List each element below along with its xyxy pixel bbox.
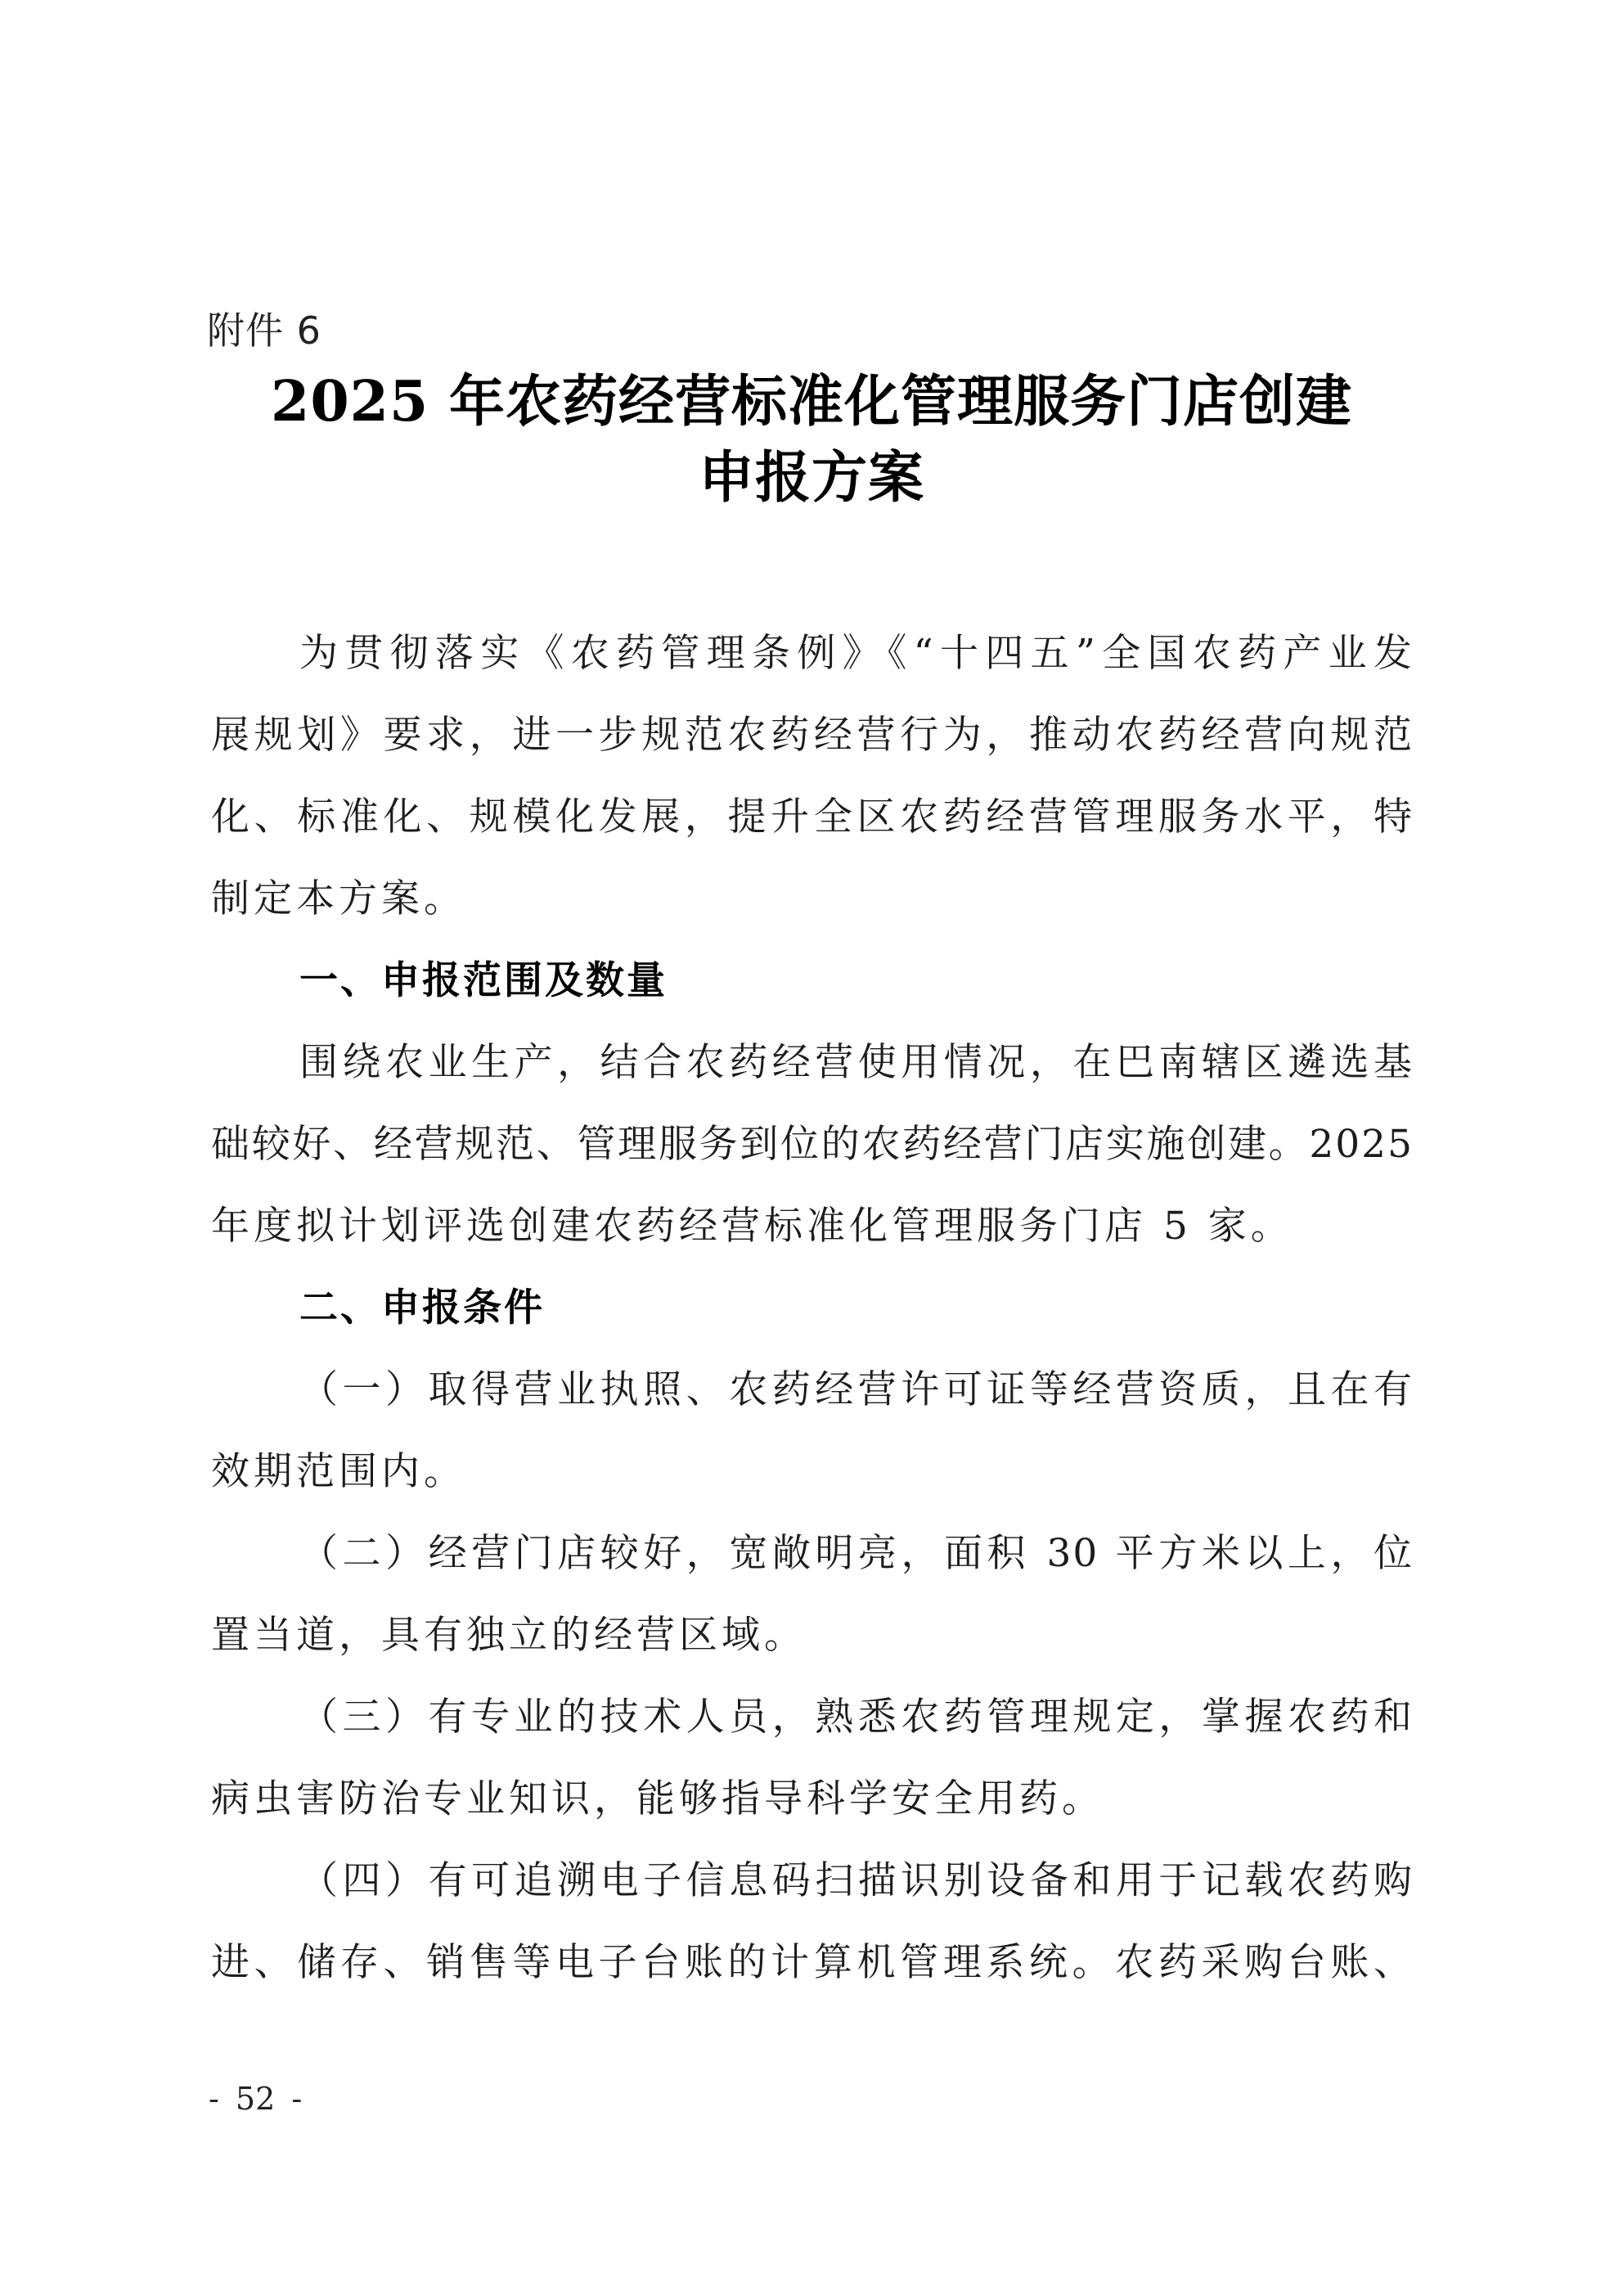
paragraph-line: （三）有专业的技术人员，熟悉农药管理规定，掌握农药和: [299, 1695, 1414, 1740]
paragraph-line: 效期范围内。: [211, 1449, 466, 1494]
paragraph-line: 础较好、经营规范、管理服务到位的农药经营门店实施创建。2025: [211, 1122, 1414, 1167]
paragraph-line: 进、储存、销售等电子台账的计算机管理系统。农药采购台账、: [211, 1940, 1414, 1985]
attachment-label: 附件 6: [207, 308, 321, 353]
document-body: [211, 613, 1414, 2004]
paragraph-line: 化、标准化、规模化发展，提升全区农药经营管理服务水平，特: [211, 795, 1414, 840]
section-heading-conditions: 二、申报条件: [299, 1285, 545, 1330]
document-title-line-1: 2025 年农药经营标准化管理服务门店创建: [271, 369, 1352, 434]
paragraph-line: 置当道，具有独立的经营区域。: [211, 1613, 807, 1658]
document-title-line-2: 申报方案: [698, 445, 924, 511]
paragraph-line: （二）经营门店较好，宽敞明亮，面积 30 平方米以上，位: [299, 1531, 1414, 1576]
paragraph-line: （四）有可追溯电子信息码扫描识别设备和用于记载农药购: [299, 1858, 1414, 1903]
page-number: - 52 -: [209, 2081, 303, 2117]
paragraph-line: 为贯彻落实《农药管理条例》《“十四五”全国农药产业发: [299, 631, 1414, 676]
paragraph-line: 制定本方案。: [211, 876, 466, 921]
paragraph-line: （一）取得营业执照、农药经营许可证等经营资质，且在有: [299, 1367, 1414, 1412]
paragraph-line: 年度拟计划评选创建农药经营标准化管理服务门店 5 家。: [211, 1204, 1293, 1249]
paragraph-line: 围绕农业生产，结合农药经营使用情况，在巴南辖区遴选基: [299, 1040, 1414, 1085]
paragraph-line: 病虫害防治专业知识，能够指导科学安全用药。: [211, 1776, 1104, 1821]
section-heading-scope: 一、申报范围及数量: [299, 958, 668, 1003]
paragraph-line: 展规划》要求，进一步规范农药经营行为，推动农药经营向规范: [211, 713, 1414, 758]
